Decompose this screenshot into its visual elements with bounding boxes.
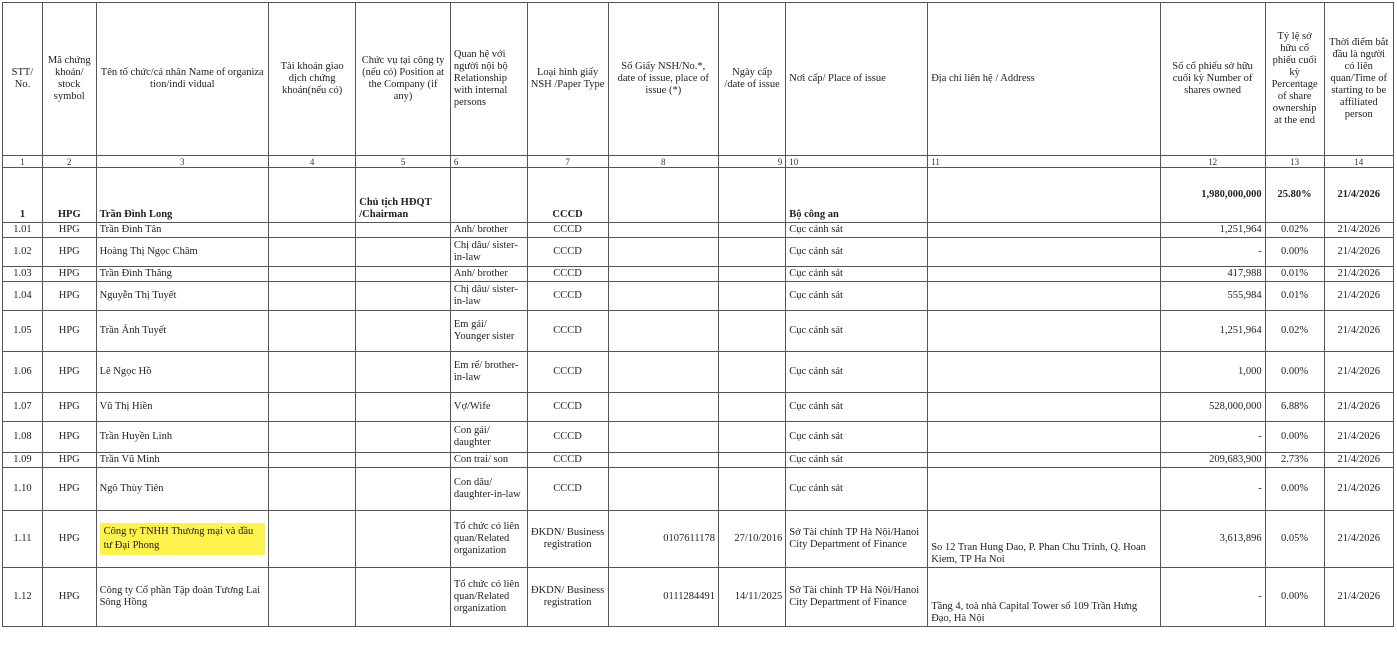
row-no: 1.04 [3,282,43,311]
row-time: 21/4/2026 [1324,393,1393,422]
row-issue-date [718,238,785,267]
col-num: 12 [1160,156,1265,168]
row-paper-type: ĐKDN/ Business registration [527,511,608,568]
row-address [928,453,1160,468]
row-name: Trần Vũ Minh [96,453,268,468]
row-name-highlighted: Công ty TNHH Thương mại và đầu tư Đại Phong [100,523,265,555]
row-shares: 1,251,964 [1160,223,1265,238]
row-pct: 0.01% [1265,267,1324,282]
row-name: Vũ Thị Hiền [96,393,268,422]
col-num: 5 [356,156,451,168]
row-no: 1.08 [3,422,43,453]
col-num: 4 [268,156,355,168]
row-name: Trần Đình Tân [96,223,268,238]
row-pct: 25.80% [1265,168,1324,223]
col-num: 6 [450,156,527,168]
row-place: Cục cảnh sát [786,282,928,311]
row-address [928,393,1160,422]
row-no: 1.12 [3,568,43,627]
row-issue-date [718,223,785,238]
row-name: Trần Đình Thăng [96,267,268,282]
row-paper-no: 0111284491 [608,568,718,627]
row-pct: 0.00% [1265,568,1324,627]
column-number-row [3,156,1394,168]
row-name: Ngô Thùy Tiên [96,468,268,511]
row-address [928,168,1160,223]
row-account [268,168,355,223]
header-account: Tài khoản giao dịch chứng khoán(nếu có) [268,3,355,156]
row-position [356,511,451,568]
col-num: 10 [786,156,928,168]
row-symbol: HPG [42,311,96,352]
row-symbol: HPG [42,168,96,223]
header-paper-type: Loại hình giấy NSH /Paper Type [527,3,608,156]
row-issue-date: 27/10/2016 [718,511,785,568]
row-symbol: HPG [42,568,96,627]
row-issue-date [718,352,785,393]
row-relationship: Anh/ brother [450,223,527,238]
header-place: Nơi cấp/ Place of issue [786,3,928,156]
row-account [268,511,355,568]
header-paper-no: Số Giấy NSH/No.*, date of issue, place of issue (*) [608,3,718,156]
row-time: 21/4/2026 [1324,453,1393,468]
row-issue-date [718,453,785,468]
row-symbol: HPG [42,282,96,311]
row-position [356,453,451,468]
row-name: Trần Đình Long [96,168,268,223]
row-issue-date: 14/11/2025 [718,568,785,627]
table-row [3,453,1394,468]
row-pct: 0.05% [1265,511,1324,568]
row-no: 1.03 [3,267,43,282]
table-row [3,468,1394,511]
row-issue-date [718,168,785,223]
header-issue-date: Ngày cấp /date of issue [718,3,785,156]
row-time: 21/4/2026 [1324,238,1393,267]
row-name: Nguyễn Thị Tuyết [96,282,268,311]
row-no: 1.09 [3,453,43,468]
row-place: Cục cảnh sát [786,468,928,511]
row-paper-type: CCCD [527,223,608,238]
row-pct: 0.00% [1265,468,1324,511]
row-address [928,267,1160,282]
header-relationship: Quan hệ với người nội bộ Relationship with internal persons [450,3,527,156]
row-shares: - [1160,238,1265,267]
row-position [356,352,451,393]
insider-table [2,2,1394,627]
row-no: 1.07 [3,393,43,422]
row-paper-no [608,393,718,422]
row-symbol: HPG [42,422,96,453]
row-symbol: HPG [42,468,96,511]
row-issue-date [718,282,785,311]
table-row [3,168,1394,223]
table-row [3,238,1394,267]
row-issue-date [718,311,785,352]
row-relationship: Con trai/ son [450,453,527,468]
row-symbol: HPG [42,238,96,267]
row-paper-type: CCCD [527,453,608,468]
row-place: Cục cảnh sát [786,422,928,453]
row-shares: 1,251,964 [1160,311,1265,352]
row-account [268,422,355,453]
row-shares: - [1160,422,1265,453]
row-pct: 0.00% [1265,238,1324,267]
row-symbol: HPG [42,223,96,238]
row-paper-type: CCCD [527,468,608,511]
row-address [928,282,1160,311]
row-shares: - [1160,468,1265,511]
row-pct: 0.00% [1265,422,1324,453]
row-address [928,238,1160,267]
row-place: Cục cảnh sát [786,453,928,468]
row-paper-no [608,223,718,238]
row-issue-date [718,422,785,453]
row-paper-no [608,453,718,468]
row-pct: 0.00% [1265,352,1324,393]
row-place: Sở Tài chính TP Hà Nội/Hanoi City Department of Finance [786,568,928,627]
row-address [928,468,1160,511]
row-paper-type: CCCD [527,422,608,453]
row-paper-type: CCCD [527,267,608,282]
row-account [268,238,355,267]
row-account [268,453,355,468]
col-num: 11 [928,156,1160,168]
row-symbol: HPG [42,453,96,468]
table-row [3,393,1394,422]
row-name: Hoàng Thị Ngọc Châm [96,238,268,267]
row-symbol: HPG [42,511,96,568]
row-name: Trần Ánh Tuyết [96,311,268,352]
row-name: Trần Huyền Linh [96,422,268,453]
row-time: 21/4/2026 [1324,468,1393,511]
row-paper-type: CCCD [527,282,608,311]
header-address: Địa chỉ liên hệ / Address [928,3,1160,156]
row-pct: 0.02% [1265,223,1324,238]
col-num: 8 [608,156,718,168]
table-row [3,511,1394,568]
row-position [356,468,451,511]
row-place: Cục cảnh sát [786,223,928,238]
row-place: Cục cảnh sát [786,238,928,267]
col-num: 7 [527,156,608,168]
row-paper-no [608,352,718,393]
row-no: 1 [3,168,43,223]
row-place: Sở Tài chính TP Hà Nội/Hanoi City Department of Finance [786,511,928,568]
row-relationship: Em rể/ brother-in-law [450,352,527,393]
row-address [928,352,1160,393]
row-symbol: HPG [42,393,96,422]
row-paper-no [608,267,718,282]
row-paper-no [608,238,718,267]
row-name-cell [96,511,268,568]
row-paper-no [608,168,718,223]
row-relationship [450,168,527,223]
header-time: Thời điểm bắt đầu là người có liên quan/Time of starting to be affiliated person [1324,3,1393,156]
table-row [3,568,1394,627]
row-pct: 2.73% [1265,453,1324,468]
row-place: Cục cảnh sát [786,267,928,282]
row-place: Cục cảnh sát [786,311,928,352]
row-place: Cục cảnh sát [786,352,928,393]
row-account [268,393,355,422]
col-num: 14 [1324,156,1393,168]
row-address: Tầng 4, toà nhà Capital Tower số 109 Trần Hưng Đạo, Hà Nội [928,568,1160,627]
row-shares: 1,000 [1160,352,1265,393]
row-position: Chủ tịch HĐQT /Chairman [356,168,451,223]
header-pct: Tỷ lệ sở hữu cổ phiếu cuối kỳ Percentage of share ownership at the end [1265,3,1324,156]
row-paper-type: CCCD [527,238,608,267]
row-shares: 3,613,896 [1160,511,1265,568]
row-place: Cục cảnh sát [786,393,928,422]
header-position: Chức vụ tại công ty (nếu có) Position at the Company (if any) [356,3,451,156]
row-pct: 0.01% [1265,282,1324,311]
row-relationship: Con gái/ daughter [450,422,527,453]
row-time: 21/4/2026 [1324,511,1393,568]
row-address: So 12 Tran Hung Dao, P. Phan Chu Trinh, Q. Hoan Kiem, TP Ha Noi [928,511,1160,568]
row-paper-type: CCCD [527,311,608,352]
row-address [928,223,1160,238]
col-num: 9 [718,156,785,168]
row-no: 1.02 [3,238,43,267]
row-position [356,422,451,453]
row-relationship: Con dâu/ daughter-in-law [450,468,527,511]
row-position [356,282,451,311]
row-no: 1.11 [3,511,43,568]
row-relationship: Tổ chức có liên quan/Related organization [450,568,527,627]
header-name: Tên tổ chức/cá nhân Name of organiza tion/indi vidual [96,3,268,156]
row-account [268,352,355,393]
row-time: 21/4/2026 [1324,311,1393,352]
row-position [356,568,451,627]
row-symbol: HPG [42,267,96,282]
row-relationship: Em gái/ Younger sister [450,311,527,352]
row-position [356,238,451,267]
row-shares: 1,980,000,000 [1160,168,1265,223]
header-shares: Số cổ phiếu sở hữu cuối kỳ Number of shares owned [1160,3,1265,156]
row-account [268,311,355,352]
row-paper-no [608,422,718,453]
row-time: 21/4/2026 [1324,223,1393,238]
row-issue-date [718,468,785,511]
row-issue-date [718,267,785,282]
row-account [268,568,355,627]
row-name: Lê Ngọc Hồ [96,352,268,393]
row-paper-type: CCCD [527,168,608,223]
row-time: 21/4/2026 [1324,352,1393,393]
row-relationship: Tổ chức có liên quan/Related organization [450,511,527,568]
header-row [3,3,1394,156]
row-account [268,223,355,238]
col-num: 3 [96,156,268,168]
col-num: 13 [1265,156,1324,168]
row-position [356,393,451,422]
row-shares: 209,683,900 [1160,453,1265,468]
row-paper-type: CCCD [527,352,608,393]
header-no: STT/ No. [3,3,43,156]
table-row [3,422,1394,453]
row-account [268,468,355,511]
col-num: 1 [3,156,43,168]
row-place: Bộ công an [786,168,928,223]
row-no: 1.10 [3,468,43,511]
row-time: 21/4/2026 [1324,267,1393,282]
row-symbol: HPG [42,352,96,393]
row-issue-date [718,393,785,422]
row-relationship: Vợ/Wife [450,393,527,422]
row-shares: 555,984 [1160,282,1265,311]
row-no: 1.06 [3,352,43,393]
row-paper-type: CCCD [527,393,608,422]
header-symbol: Mã chứng khoán/ stock symbol [42,3,96,156]
row-pct: 0.02% [1265,311,1324,352]
row-no: 1.05 [3,311,43,352]
row-paper-no [608,282,718,311]
row-relationship: Chị dâu/ sister-in-law [450,282,527,311]
row-paper-no: 0107611178 [608,511,718,568]
row-name: Công ty Cổ phần Tập đoàn Tương Lai Sông Hồng [96,568,268,627]
table-row [3,223,1394,238]
row-paper-no [608,468,718,511]
table-row [3,267,1394,282]
row-paper-type: ĐKDN/ Business registration [527,568,608,627]
row-time: 21/4/2026 [1324,422,1393,453]
row-shares: 417,988 [1160,267,1265,282]
row-pct: 6.88% [1265,393,1324,422]
row-time: 21/4/2026 [1324,168,1393,223]
col-num: 2 [42,156,96,168]
row-address [928,311,1160,352]
row-shares: 528,000,000 [1160,393,1265,422]
row-position [356,223,451,238]
row-position [356,311,451,352]
row-position [356,267,451,282]
row-no: 1.01 [3,223,43,238]
row-relationship: Anh/ brother [450,267,527,282]
row-relationship: Chị dâu/ sister-in-law [450,238,527,267]
row-account [268,267,355,282]
table-row [3,282,1394,311]
row-shares: - [1160,568,1265,627]
table-row [3,311,1394,352]
row-time: 21/4/2026 [1324,282,1393,311]
row-account [268,282,355,311]
row-paper-no [608,311,718,352]
table-row [3,352,1394,393]
row-address [928,422,1160,453]
row-time: 21/4/2026 [1324,568,1393,627]
